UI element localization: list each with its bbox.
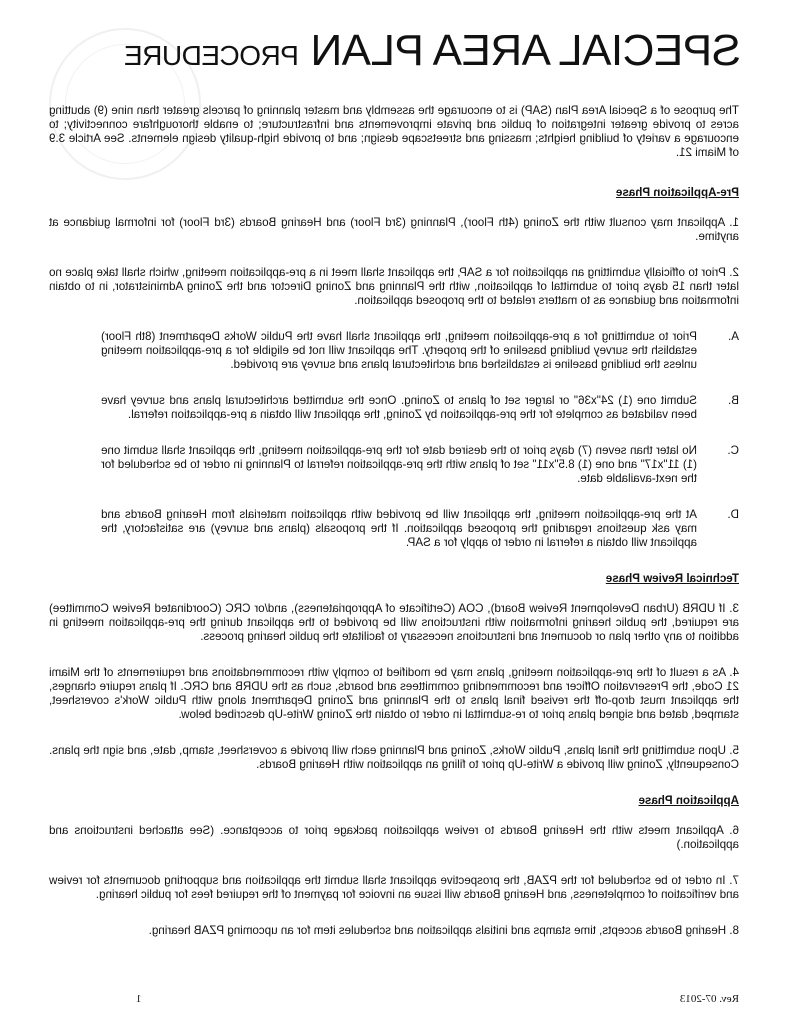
step-2b-label: B. bbox=[728, 394, 739, 407]
step-2a-label: A. bbox=[728, 330, 739, 343]
step-2: 2. Prior to officially submitting an application for a SAP, the applicant shall meet in a pre-application meeting, which shall take place no later than 15 days prior to submittal of application, with the Planning and Zoning Director and the Zoning Administrator, in to obtain information and guidance as to matters related to the proposed application. bbox=[49, 266, 739, 307]
step-6: 6. Applicant meets with the Hearing Boards to review application package prior to acceptance. (See attached instructions and application.) bbox=[49, 824, 739, 851]
step-3: 3. If UDRB (Urban Development Review Board), COA (Certificate of Appropriateness), and/or CRC (Coordinated Review Committee) are required, the public hearing information with instructions will be provided to the applicant during the pre-application meeting in addition to any other plan or document and instructions necessary to facilitate the public hearing process. bbox=[49, 602, 739, 643]
step-8: 8. Hearing Boards accepts, time stamps and initials application and schedules item for an upcoming PZAB hearing. bbox=[148, 924, 739, 937]
title-main: SPECIAL AREA PLAN bbox=[310, 26, 741, 75]
step-5: 5. Upon submitting the final plans, Public Works, Zoning and Planning each will provide a coversheet, stamp, date, and sign the plans. Consequently, Zoning will provide a Write-Up prior to filing an application with Hearing Boards. bbox=[49, 744, 739, 771]
step-2a-text: Prior to submitting for a pre-application meeting, the applicant shall have the Public Works Department (8th Floor) establish the survey building baseline of the property. The applicant will not be eligible for a pre-application meeting unless the building baseline is established and architectural plans and survey are provided. bbox=[101, 330, 697, 371]
section-heading-application: Application Phase bbox=[638, 794, 739, 807]
title-sub: PROCEDURE bbox=[124, 40, 299, 71]
page-title bbox=[41, 26, 741, 81]
section-heading-pre-application: Pre-Application Phase bbox=[615, 186, 739, 199]
step-2d bbox=[49, 508, 739, 550]
step-1: 1. Applicant may consult with the Zoning (4th Floor), Planning (3rd Floor) and Hearing Boards (3rd Floor) for informal guidance at anytime. bbox=[49, 216, 739, 243]
revision-label: Rev. 07-2013 bbox=[679, 993, 739, 1005]
step-2c-text: No later than seven (7) days prior to the desired date for the pre-application meeting, the applicant shall submit one (1) 11"x17" and one (1) 8.5"x11" set of plans with the pre-application referral to Planning in order to be scheduled for the next-available date. bbox=[101, 444, 697, 485]
step-2c-label: C. bbox=[727, 444, 739, 457]
step-2a bbox=[49, 330, 739, 372]
intro-paragraph: The purpose of a Special Area Plan (SAP) is to encourage the assembly and master planning of parcels greater than nine (9) abutting acres to provide greater integration of public and private improvements and infrastructure; to enable thoroughfare connectivity; to encourage a variety of building heights; massing and streetscape design; and to provide high-quality design elements. See Article 3.9 of Miami 21. bbox=[49, 104, 739, 159]
step-4: 4. As a result of the pre-application meeting, plans may be modified to comply with recommendations and requirements of the Miami 21 Code, the Preservation Officer and recommending committees and boards, such as the UDRB and CRC. If plans require changes, the applicant must drop-off the revised final plans to the Planning and Zoning Department along with Public Work's coversheet, stamped, dated and signed plans prior to re-submittal in order to obtain the Zoning Write-Up described below. bbox=[49, 666, 739, 721]
document-body bbox=[49, 104, 739, 960]
page-number: 1 bbox=[136, 993, 142, 1005]
step-2d-label: D. bbox=[727, 508, 739, 521]
step-2c bbox=[49, 444, 739, 486]
section-heading-technical-review: Technical Review Phase bbox=[605, 572, 739, 585]
step-2d-text: At the pre-application meeting, the applicant will be provided with application materials from Hearing Boards and may ask questions regarding the proposed application. If the proposals (plans and survey) are satisfactory, the applicant will obtain a referral in order to apply for a SAP. bbox=[101, 508, 697, 549]
step-2b-text: Submit one (1) 24"x36" or larger set of plans to Zoning. Once the submitted architectural plans and survey have been validated as complete for the pre-application by Zoning, the applicant will obtain a pre-application referral. bbox=[101, 394, 697, 421]
step-2b bbox=[49, 394, 739, 422]
step-7: 7. In order to be scheduled for the PZAB, the prospective applicant shall submit the application and supporting documents for review and verification of completeness, and Hearing Boards will issue an invoice for payment of the required fees for public hearing. bbox=[49, 874, 739, 901]
